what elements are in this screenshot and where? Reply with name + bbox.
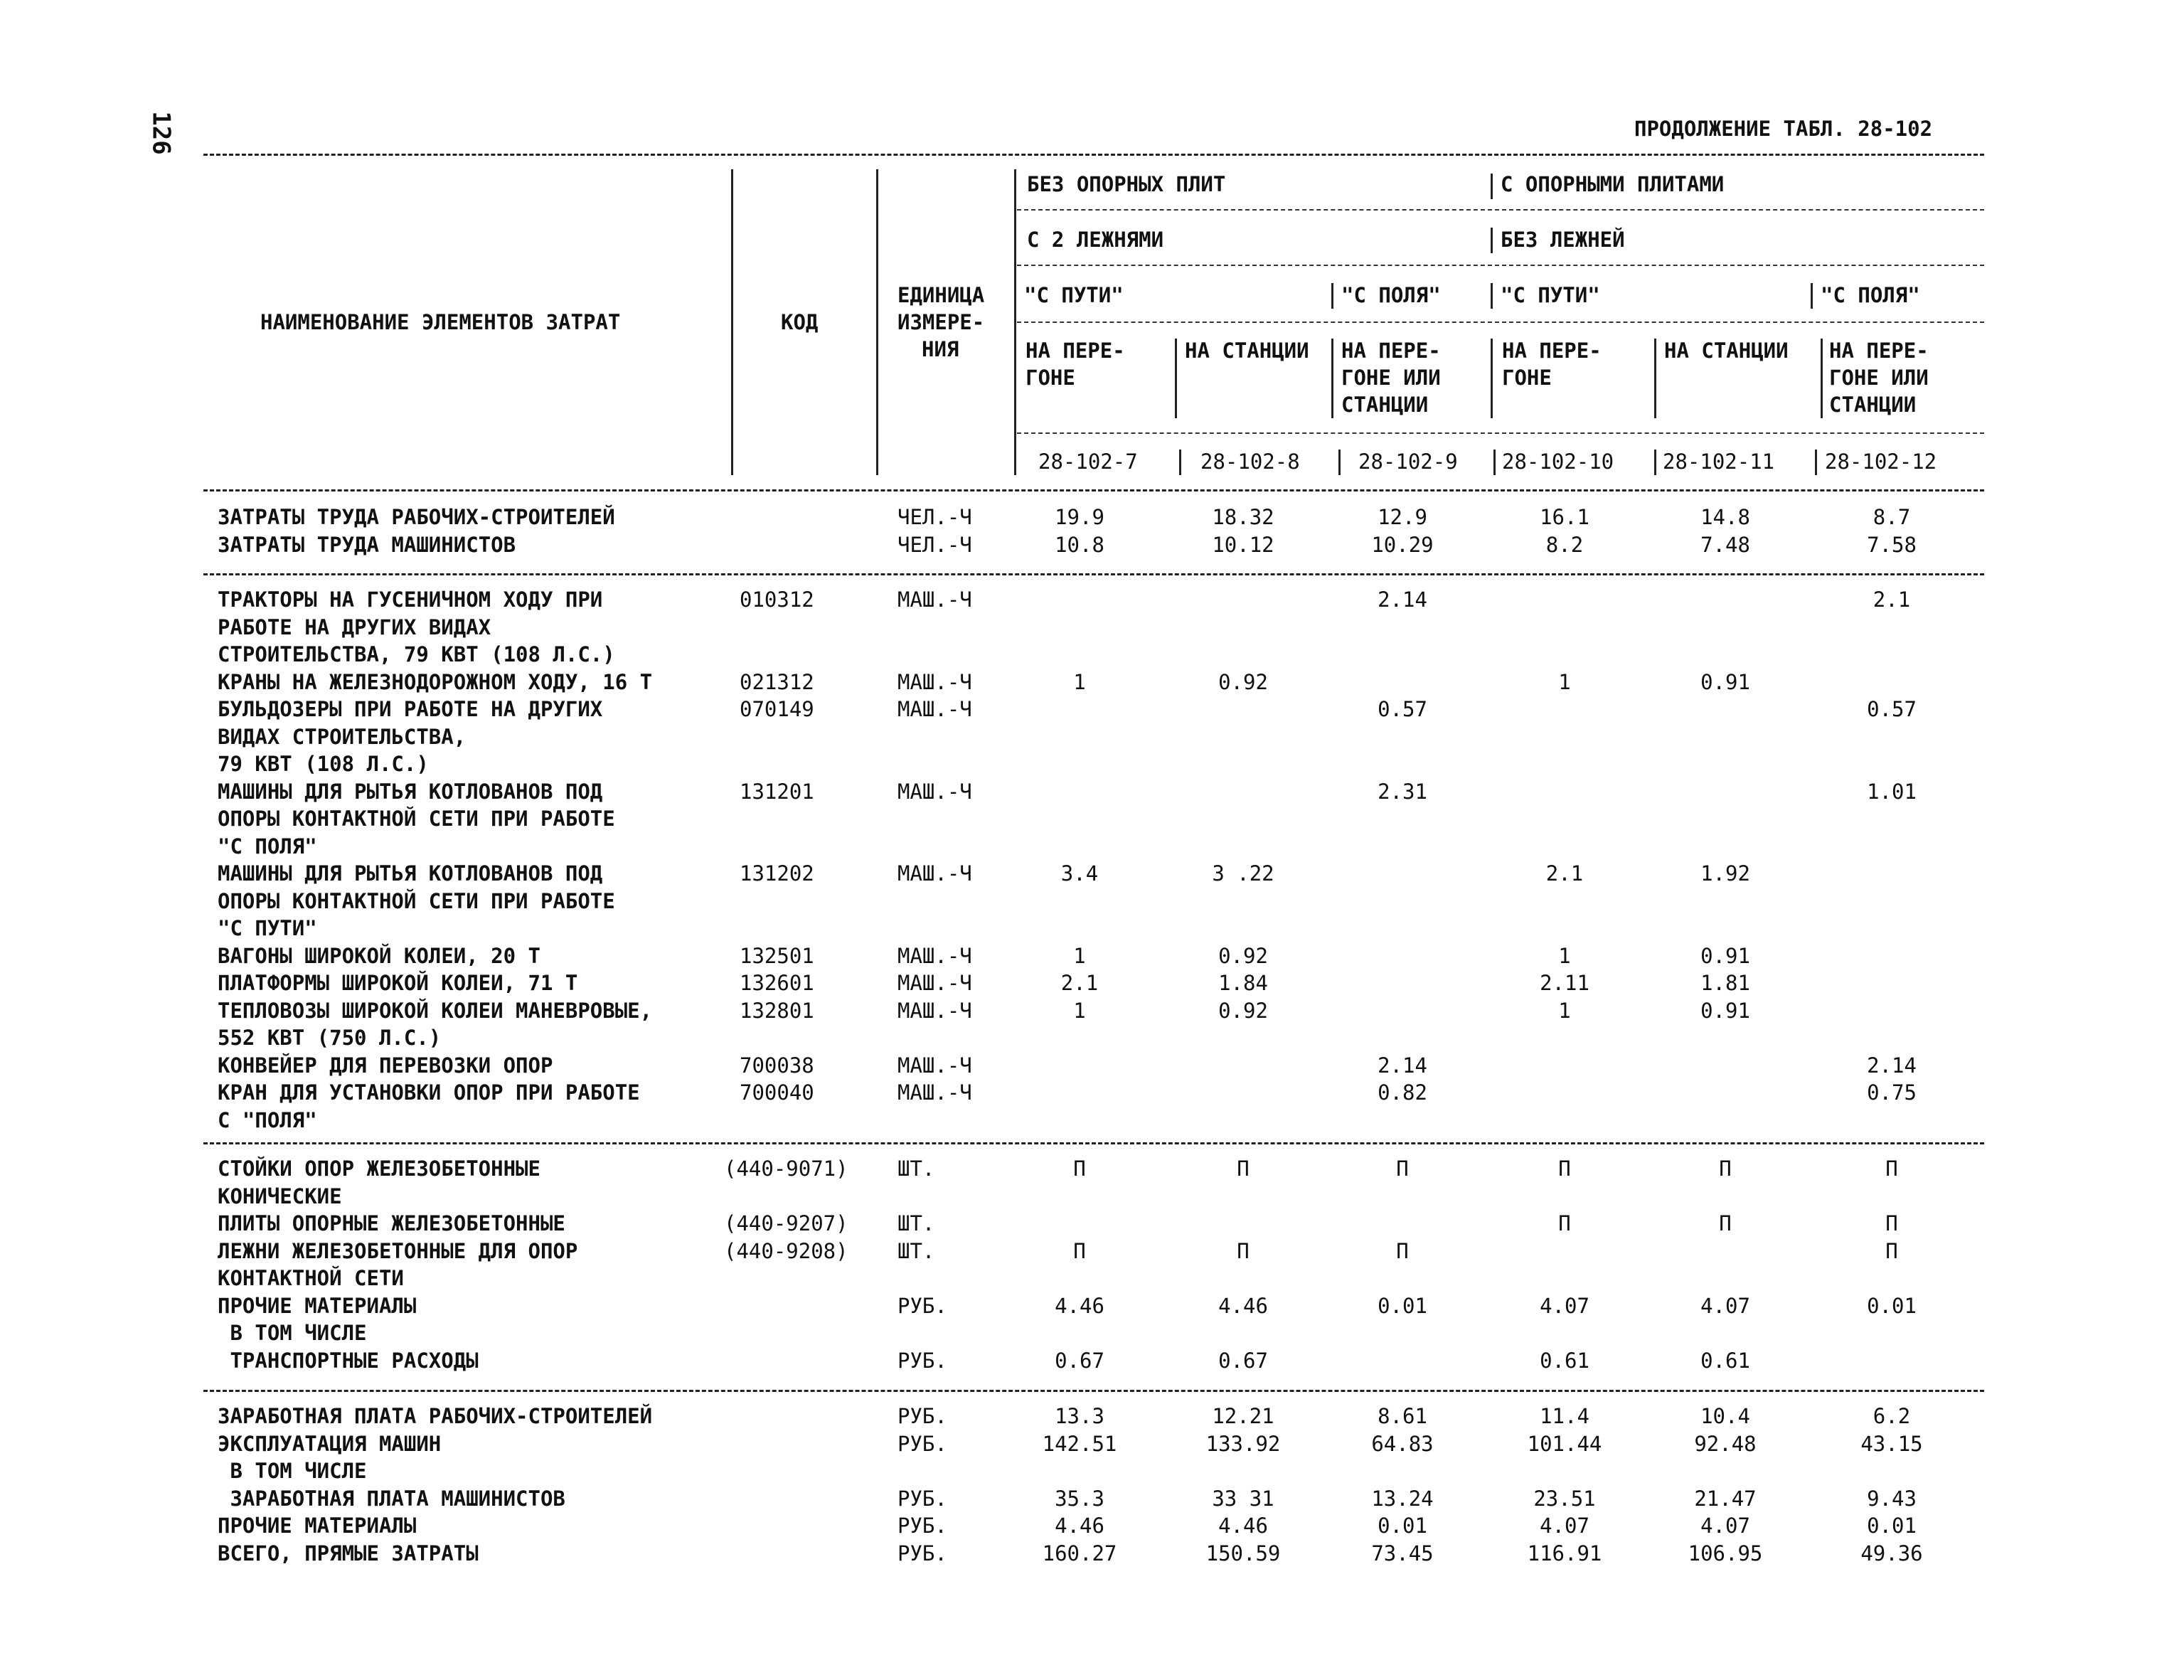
row-value: 43.15 — [1860, 1431, 1923, 1456]
row-code: 700038 — [740, 1053, 814, 1078]
row-name: ЭКСПЛУАТАЦИЯ МАШИН — [218, 1431, 442, 1456]
row-value: 19.9 — [1055, 505, 1104, 529]
row-value: 0.91 — [1700, 669, 1750, 694]
row-value: 2.14 — [1378, 588, 1427, 612]
row-code: 132801 — [740, 998, 814, 1023]
header-name-col: НАИМЕНОВАНИЕ ЭЛЕМЕНТОВ ЗАТРАТ — [260, 310, 621, 334]
row-name: КОНТАКТНОЙ СЕТИ — [218, 1266, 404, 1290]
row-value: 1 — [1073, 669, 1086, 694]
row-value: 10.8 — [1055, 532, 1104, 557]
row-name: КОНИЧЕСКИЕ — [218, 1184, 342, 1208]
row-unit: МАШ.-Ч — [897, 998, 972, 1023]
row-unit: РУБ. — [897, 1514, 947, 1538]
row-value: 1 — [1073, 998, 1086, 1023]
header-na-stancii-2: НА СТАНЦИИ — [1664, 339, 1789, 363]
row-name: С "ПОЛЯ" — [218, 1107, 317, 1132]
row-code: 131201 — [740, 779, 814, 804]
header-code-col: КОД — [781, 310, 819, 334]
row-unit: ШТ. — [897, 1238, 935, 1263]
row-value: 1 — [1558, 943, 1571, 968]
row-name: ТРАКТОРЫ НА ГУСЕНИЧНОМ ХОДУ ПРИ — [218, 588, 603, 612]
row-name: 552 КВТ (750 Л.С.) — [218, 1026, 442, 1050]
row-name: ОПОРЫ КОНТАКТНОЙ СЕТИ ПРИ РАБОТЕ — [218, 888, 615, 913]
header-peregone-ili-2: НА ПЕРЕ- — [1829, 339, 1929, 363]
column-code: 28-102-9 — [1358, 450, 1458, 474]
header-divider — [1331, 283, 1333, 309]
header-peregone-ili-2: СТАНЦИИ — [1829, 393, 1917, 417]
row-unit: ШТ. — [897, 1157, 935, 1181]
row-value: 0.01 — [1867, 1514, 1917, 1538]
row-name: ПЛИТЫ ОПОРНЫЕ ЖЕЛЕЗОБЕТОННЫЕ — [218, 1211, 565, 1235]
header-divider — [1654, 450, 1656, 475]
row-value: 14.8 — [1700, 505, 1750, 529]
row-name: КОНВЕЙЕР ДЛЯ ПЕРЕВОЗКИ ОПОР — [218, 1053, 553, 1078]
row-value: 23.51 — [1533, 1486, 1596, 1511]
header-divider — [1491, 339, 1493, 418]
row-value: 1 — [1558, 998, 1571, 1023]
row-name: В ТОМ ЧИСЛЕ — [218, 1321, 367, 1345]
row-name: ОПОРЫ КОНТАКТНОЙ СЕТИ ПРИ РАБОТЕ — [218, 807, 615, 831]
row-value: 4.46 — [1218, 1514, 1268, 1538]
row-unit: МАШ.-Ч — [897, 1080, 972, 1105]
row-value: 35.3 — [1055, 1486, 1104, 1511]
row-value: 0.67 — [1218, 1348, 1268, 1373]
column-code: 28-102-12 — [1825, 450, 1937, 474]
row-unit: РУБ. — [897, 1293, 947, 1318]
row-value: 8.2 — [1545, 532, 1584, 557]
row-unit: РУБ. — [897, 1541, 947, 1565]
row-unit: МАШ.-Ч — [897, 971, 972, 995]
row-value: 0.75 — [1867, 1080, 1917, 1105]
row-value: П — [1719, 1211, 1732, 1235]
header-peregone-ili-1: СТАНЦИИ — [1341, 393, 1429, 417]
row-value: 0.67 — [1055, 1348, 1104, 1373]
row-value: 3.4 — [1060, 861, 1099, 886]
row-value: 4.07 — [1540, 1293, 1589, 1318]
row-unit: ШТ. — [897, 1211, 935, 1235]
row-value: 0.01 — [1378, 1293, 1427, 1318]
row-value: 0.91 — [1700, 998, 1750, 1023]
header-s-puti-2: "С ПУТИ" — [1501, 283, 1600, 307]
row-value: 92.48 — [1694, 1431, 1757, 1456]
header-bottom-rule — [203, 489, 1984, 491]
row-value: П — [1719, 1157, 1732, 1181]
row-value: 4.07 — [1540, 1514, 1589, 1538]
row-value: 4.46 — [1055, 1293, 1104, 1318]
row-value: 12.9 — [1378, 505, 1427, 529]
row-value: 1.92 — [1700, 861, 1750, 886]
row-name: ПЛАТФОРМЫ ШИРОКОЙ КОЛЕИ, 71 Т — [218, 971, 578, 995]
row-value: 10.4 — [1700, 1404, 1750, 1428]
column-code: 28-102-11 — [1663, 450, 1775, 474]
row-value: 2.1 — [1873, 588, 1911, 612]
header-group-2: С ОПОРНЫМИ ПЛИТАМИ — [1501, 172, 1725, 196]
header-s-polya-1: "С ПОЛЯ" — [1341, 283, 1441, 307]
row-value: 2.11 — [1540, 971, 1589, 995]
row-name: СТОЙКИ ОПОР ЖЕЛЕЗОБЕТОННЫЕ — [218, 1157, 540, 1181]
header-s-polya-2: "С ПОЛЯ" — [1821, 283, 1920, 307]
row-name: ЗАТРАТЫ ТРУДА МАШИНИСТОВ — [218, 532, 516, 557]
row-name: ВИДАХ СТРОИТЕЛЬСТВА, — [218, 724, 467, 749]
row-unit: РУБ. — [897, 1431, 947, 1456]
row-code: (440-9208) — [724, 1238, 848, 1263]
row-value: 1 — [1073, 943, 1086, 968]
row-name: СТРОИТЕЛЬСТВА, 79 КВТ (108 Л.С.) — [218, 642, 615, 666]
row-value: 9.43 — [1867, 1486, 1917, 1511]
section-rule — [203, 1390, 1984, 1392]
row-unit: МАШ.-Ч — [897, 943, 972, 968]
row-value: 2.14 — [1378, 1053, 1427, 1078]
header-divider — [876, 169, 878, 475]
header-unit-col: ИЗМЕРЕ- — [897, 310, 985, 334]
row-unit: РУБ. — [897, 1486, 947, 1511]
row-unit: РУБ. — [897, 1348, 947, 1373]
row-value: П — [1885, 1211, 1898, 1235]
row-value: П — [1237, 1238, 1250, 1263]
header-divider — [1014, 169, 1016, 475]
header-divider — [1331, 339, 1333, 418]
header-rule — [1017, 265, 1984, 266]
row-name: РАБОТЕ НА ДРУГИХ ВИДАХ — [218, 615, 491, 639]
header-unit-col: НИЯ — [922, 337, 959, 361]
header-group-1: БЕЗ ОПОРНЫХ ПЛИТ — [1027, 172, 1226, 196]
row-value: 4.46 — [1218, 1293, 1268, 1318]
row-name: "С ПОЛЯ" — [218, 834, 317, 858]
row-value: 4.07 — [1700, 1514, 1750, 1538]
row-code: 700040 — [740, 1080, 814, 1105]
header-rule — [1017, 209, 1984, 211]
header-na-peregone-1: НА ПЕРЕ- — [1026, 339, 1125, 363]
row-unit: МАШ.-Ч — [897, 588, 972, 612]
row-name: ЛЕЖНИ ЖЕЛЕЗОБЕТОННЫЕ ДЛЯ ОПОР — [218, 1238, 578, 1263]
row-value: 13.24 — [1371, 1486, 1434, 1511]
header-unit-col: ЕДИНИЦА — [897, 283, 985, 307]
row-unit: МАШ.-Ч — [897, 779, 972, 804]
header-rule — [1017, 321, 1984, 323]
row-code: 132601 — [740, 971, 814, 995]
row-name: 79 КВТ (108 Л.С.) — [218, 752, 429, 776]
row-value: П — [1073, 1157, 1086, 1181]
row-unit: ЧЕЛ.-Ч — [897, 505, 972, 529]
row-value: 133.92 — [1205, 1431, 1281, 1456]
row-value: 0.57 — [1867, 697, 1917, 721]
row-unit: МАШ.-Ч — [897, 697, 972, 721]
header-divider — [1811, 283, 1813, 309]
header-divider — [1491, 174, 1493, 199]
row-value: 8.7 — [1873, 505, 1911, 529]
row-name: ВСЕГО, ПРЯМЫЕ ЗАТРАТЫ — [218, 1541, 479, 1565]
column-code: 28-102-7 — [1038, 450, 1138, 474]
row-value: 0.82 — [1378, 1080, 1427, 1105]
row-value: 4.46 — [1055, 1514, 1104, 1538]
row-code: (440-9071) — [724, 1157, 848, 1181]
header-divider — [1493, 450, 1496, 475]
row-unit: МАШ.-Ч — [897, 861, 972, 886]
row-value: П — [1073, 1238, 1086, 1263]
row-value: 33 31 — [1212, 1486, 1274, 1511]
row-value: П — [1885, 1238, 1898, 1263]
row-value: 11.4 — [1540, 1404, 1589, 1428]
row-unit: МАШ.-Ч — [897, 1053, 972, 1078]
row-name: "С ПУТИ" — [218, 916, 317, 940]
row-name: БУЛЬДОЗЕРЫ ПРИ РАБОТЕ НА ДРУГИХ — [218, 697, 603, 721]
header-divider — [1654, 339, 1656, 418]
row-value: 3 .22 — [1212, 861, 1274, 886]
header-peregone-ili-2: ГОНЕ ИЛИ — [1829, 366, 1929, 390]
section-rule — [203, 573, 1984, 575]
row-value: 2.31 — [1378, 779, 1427, 804]
row-value: 142.51 — [1042, 1431, 1117, 1456]
header-divider — [1491, 283, 1493, 309]
row-name: КРАНЫ НА ЖЕЛЕЗНОДОРОЖНОМ ХОДУ, 16 Т — [218, 669, 653, 694]
header-peregone-ili-1: ГОНЕ ИЛИ — [1341, 366, 1441, 390]
page-number: 126 — [147, 111, 176, 155]
header-sub-1: С 2 ЛЕЖНЯМИ — [1027, 228, 1164, 252]
header-na-stancii-1: НА СТАНЦИИ — [1185, 339, 1309, 363]
row-value: 64.83 — [1371, 1431, 1434, 1456]
row-code: 132501 — [740, 943, 814, 968]
column-code: 28-102-10 — [1502, 450, 1614, 474]
row-value: 150.59 — [1205, 1541, 1281, 1565]
row-value: 0.91 — [1700, 943, 1750, 968]
row-value: 1 — [1558, 669, 1571, 694]
row-value: П — [1237, 1157, 1250, 1181]
header-na-peregone-2: ГОНЕ — [1502, 366, 1552, 390]
row-value: П — [1396, 1157, 1409, 1181]
row-value: 7.58 — [1867, 532, 1917, 557]
row-value: 1.81 — [1700, 971, 1750, 995]
table-title: ПРОДОЛЖЕНИЕ ТАБЛ. 28-102 — [1634, 117, 1933, 141]
header-divider — [1491, 228, 1493, 253]
header-divider — [1175, 339, 1177, 418]
row-value: 1.01 — [1867, 779, 1917, 804]
row-value: П — [1885, 1157, 1898, 1181]
header-s-puti-1: "С ПУТИ" — [1024, 283, 1124, 307]
row-value: 160.27 — [1042, 1541, 1117, 1565]
header-divider — [731, 169, 733, 475]
row-value: 16.1 — [1540, 505, 1589, 529]
row-value: 8.61 — [1378, 1404, 1427, 1428]
row-name: КРАН ДЛЯ УСТАНОВКИ ОПОР ПРИ РАБОТЕ — [218, 1080, 640, 1105]
row-name: В ТОМ ЧИСЛЕ — [218, 1459, 367, 1483]
row-value: П — [1396, 1238, 1409, 1263]
row-value: П — [1558, 1157, 1571, 1181]
header-rule — [1017, 432, 1984, 434]
row-value: 10.29 — [1371, 532, 1434, 557]
header-divider — [1821, 339, 1823, 418]
header-divider — [1338, 450, 1341, 475]
row-value: 7.48 — [1700, 532, 1750, 557]
row-value: 0.92 — [1218, 943, 1268, 968]
row-value: 101.44 — [1527, 1431, 1602, 1456]
row-name: МАШИНЫ ДЛЯ РЫТЬЯ КОТЛОВАНОВ ПОД — [218, 779, 603, 804]
row-name: ТРАНСПОРТНЫЕ РАСХОДЫ — [218, 1348, 479, 1373]
header-divider — [1815, 450, 1817, 475]
header-na-peregone-1: ГОНЕ — [1026, 366, 1075, 390]
row-unit: РУБ. — [897, 1404, 947, 1428]
row-value: 2.1 — [1060, 971, 1099, 995]
row-value: 49.36 — [1860, 1541, 1923, 1565]
row-value: 2.14 — [1867, 1053, 1917, 1078]
row-name: ПРОЧИЕ МАТЕРИАЛЫ — [218, 1293, 417, 1318]
row-name: ЗАРАБОТНАЯ ПЛАТА РАБОЧИХ-СТРОИТЕЛЕЙ — [218, 1404, 653, 1428]
header-na-peregone-2: НА ПЕРЕ- — [1502, 339, 1602, 363]
row-code: 021312 — [740, 669, 814, 694]
row-value: 73.45 — [1371, 1541, 1434, 1565]
row-value: П — [1558, 1211, 1571, 1235]
row-name: ПРОЧИЕ МАТЕРИАЛЫ — [218, 1514, 417, 1538]
column-code: 28-102-8 — [1200, 450, 1300, 474]
header-divider — [1179, 450, 1181, 475]
row-value: 0.57 — [1378, 697, 1427, 721]
row-value: 0.92 — [1218, 669, 1268, 694]
row-name: ВАГОНЫ ШИРОКОЙ КОЛЕИ, 20 Т — [218, 943, 540, 968]
row-code: 070149 — [740, 697, 814, 721]
row-value: 0.61 — [1700, 1348, 1750, 1373]
row-value: 1.84 — [1218, 971, 1268, 995]
row-value: 13.3 — [1055, 1404, 1104, 1428]
section-rule — [203, 1142, 1984, 1144]
row-value: 2.1 — [1545, 861, 1584, 886]
row-value: 116.91 — [1527, 1541, 1602, 1565]
row-unit: ЧЕЛ.-Ч — [897, 532, 972, 557]
row-value: 6.2 — [1873, 1404, 1911, 1428]
header-peregone-ili-1: НА ПЕРЕ- — [1341, 339, 1441, 363]
row-value: 106.95 — [1688, 1541, 1763, 1565]
top-rule — [203, 154, 1984, 156]
row-value: 0.92 — [1218, 998, 1268, 1023]
row-value: 0.01 — [1378, 1514, 1427, 1538]
row-value: 4.07 — [1700, 1293, 1750, 1318]
row-code: 131202 — [740, 861, 814, 886]
row-value: 0.01 — [1867, 1293, 1917, 1318]
row-value: 18.32 — [1212, 505, 1274, 529]
row-value: 12.21 — [1212, 1404, 1274, 1428]
row-value: 10.12 — [1212, 532, 1274, 557]
row-value: 21.47 — [1694, 1486, 1757, 1511]
row-value: 0.61 — [1540, 1348, 1589, 1373]
row-name: ЗАРАБОТНАЯ ПЛАТА МАШИНИСТОВ — [218, 1486, 565, 1511]
row-unit: МАШ.-Ч — [897, 669, 972, 694]
row-code: (440-9207) — [724, 1211, 848, 1235]
row-code: 010312 — [740, 588, 814, 612]
row-name: МАШИНЫ ДЛЯ РЫТЬЯ КОТЛОВАНОВ ПОД — [218, 861, 603, 886]
row-name: ТЕПЛОВОЗЫ ШИРОКОЙ КОЛЕИ МАНЕВРОВЫЕ, — [218, 998, 653, 1023]
row-name: ЗАТРАТЫ ТРУДА РАБОЧИХ-СТРОИТЕЛЕЙ — [218, 505, 615, 529]
header-sub-2: БЕЗ ЛЕЖНЕЙ — [1501, 228, 1625, 252]
